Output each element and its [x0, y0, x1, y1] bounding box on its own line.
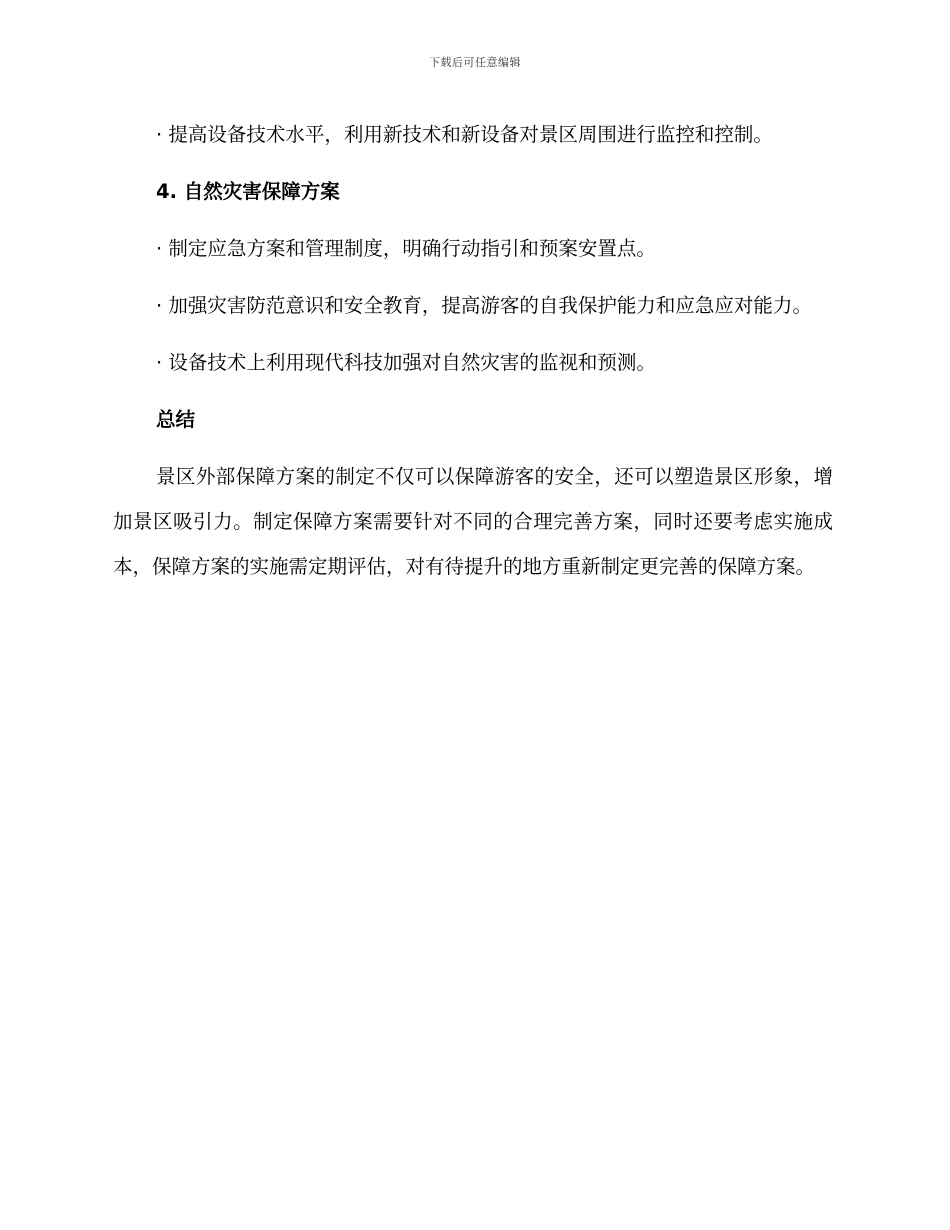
summary-paragraph: 景区外部保障方案的制定不仅可以保障游客的安全，还可以塑造景区形象，增加景区吸引力。制定保障方案需要针对不同的合理完善方案，同时还要考虑实施成本，保障方案的实施需定期评估，对有待提升的地方重新制定更完善的保障方案。: [113, 465, 833, 578]
section-heading-summary: 总结: [156, 408, 196, 431]
bullet-paragraph-emergency-plan: · 制定应急方案和管理制度，明确行动指引和预案安置点。: [156, 237, 656, 260]
bullet-paragraph-monitoring: · 提高设备技术水平，利用新技术和新设备对景区周围进行监控和控制。: [156, 123, 773, 146]
bullet-paragraph-disaster-monitoring: · 设备技术上利用现代科技加强对自然灾害的监视和预测。: [156, 351, 656, 374]
header-note: 下载后可任意编辑: [429, 56, 521, 69]
section-heading-natural-disaster: 4. 自然灾害保障方案: [156, 180, 340, 203]
bullet-paragraph-safety-education: · 加强灾害防范意识和安全教育，提高游客的自我保护能力和应急应对能力。: [156, 294, 812, 317]
document-body: [113, 112, 833, 589]
